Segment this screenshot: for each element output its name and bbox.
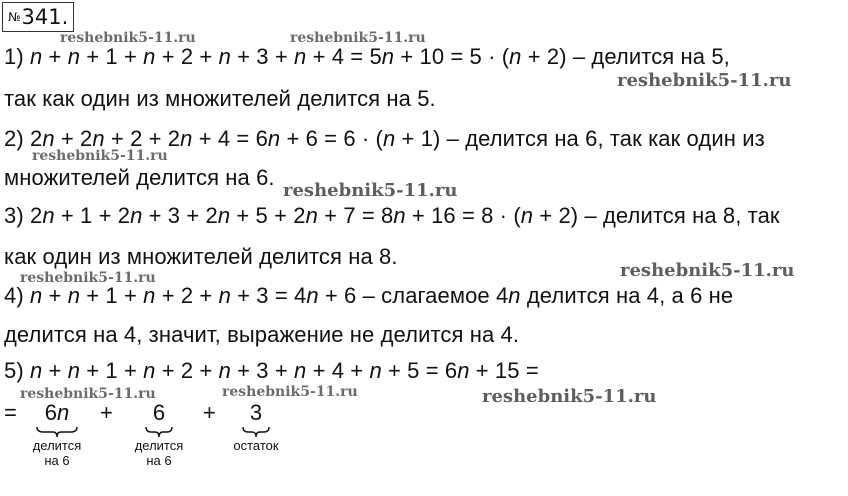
exercise-number: 341. (21, 5, 69, 29)
underbrace-icon (241, 426, 271, 438)
decomposition-equals: = (4, 400, 17, 425)
term-note: делится (32, 438, 82, 453)
item-1-line-1: 1) n + n + 1 + n + 2 + n + 3 + n + 4 = 5n + 10 = 5 · (n + 2) – делится на 5, (4, 44, 730, 69)
term-6 (124, 400, 194, 468)
item-2-line-1: 2) 2n + 2n + 2 + 2n + 4 = 6n + 6 = 6 · (n + 1) – делится на 6, так как один из (4, 126, 765, 151)
term-value: 3 (249, 400, 263, 425)
watermark: reshebnik5-11.ru (482, 386, 657, 407)
term-note: остаток (233, 438, 279, 453)
underbrace-icon (35, 426, 79, 438)
watermark: reshebnik5-11.ru (20, 270, 156, 286)
watermark: reshebnik5-11.ru (222, 384, 358, 400)
term-3 (220, 400, 292, 453)
watermark: reshebnik5-11.ru (60, 30, 196, 46)
underbrace-icon (144, 426, 174, 438)
term-note: на 6 (146, 453, 172, 468)
item-4-line-2: делится на 4, значит, выражение не делится на 4. (4, 322, 520, 347)
exercise-number-badge (2, 2, 74, 32)
number-sign: № (8, 10, 21, 24)
item-2-line-2: множителей делится на 6. (4, 165, 275, 190)
watermark: reshebnik5-11.ru (20, 386, 156, 402)
item-4-line-1: 4) n + n + 1 + n + 2 + n + 3 = 4n + 6 – слагаемое 4n делится на 4, а 6 не (4, 283, 734, 308)
item-5-line-1: 5) n + n + 1 + n + 2 + n + 3 + n + 4 + n + 5 = 6n + 15 = (4, 358, 539, 383)
plus-sign: + (203, 400, 216, 425)
item-1-line-2: так как один из множителей делится на 5. (4, 86, 436, 111)
term-note: на 6 (44, 453, 70, 468)
watermark: reshebnik5-11.ru (32, 148, 168, 164)
watermark: reshebnik5-11.ru (617, 70, 792, 91)
plus-sign: + (100, 400, 113, 425)
watermark: reshebnik5-11.ru (290, 30, 426, 46)
watermark: reshebnik5-11.ru (283, 180, 458, 201)
term-value: 6n (44, 400, 70, 425)
item-3-line-1: 3) 2n + 1 + 2n + 3 + 2n + 5 + 2n + 7 = 8n + 16 = 8 · (n + 2) – делится на 8, так (4, 203, 780, 228)
term-note: делится (134, 438, 184, 453)
term-value: 6 (152, 400, 166, 425)
term-6n (22, 400, 92, 468)
item-3-line-2: как один из множителей делится на 8. (4, 244, 398, 269)
watermark: reshebnik5-11.ru (620, 260, 795, 281)
